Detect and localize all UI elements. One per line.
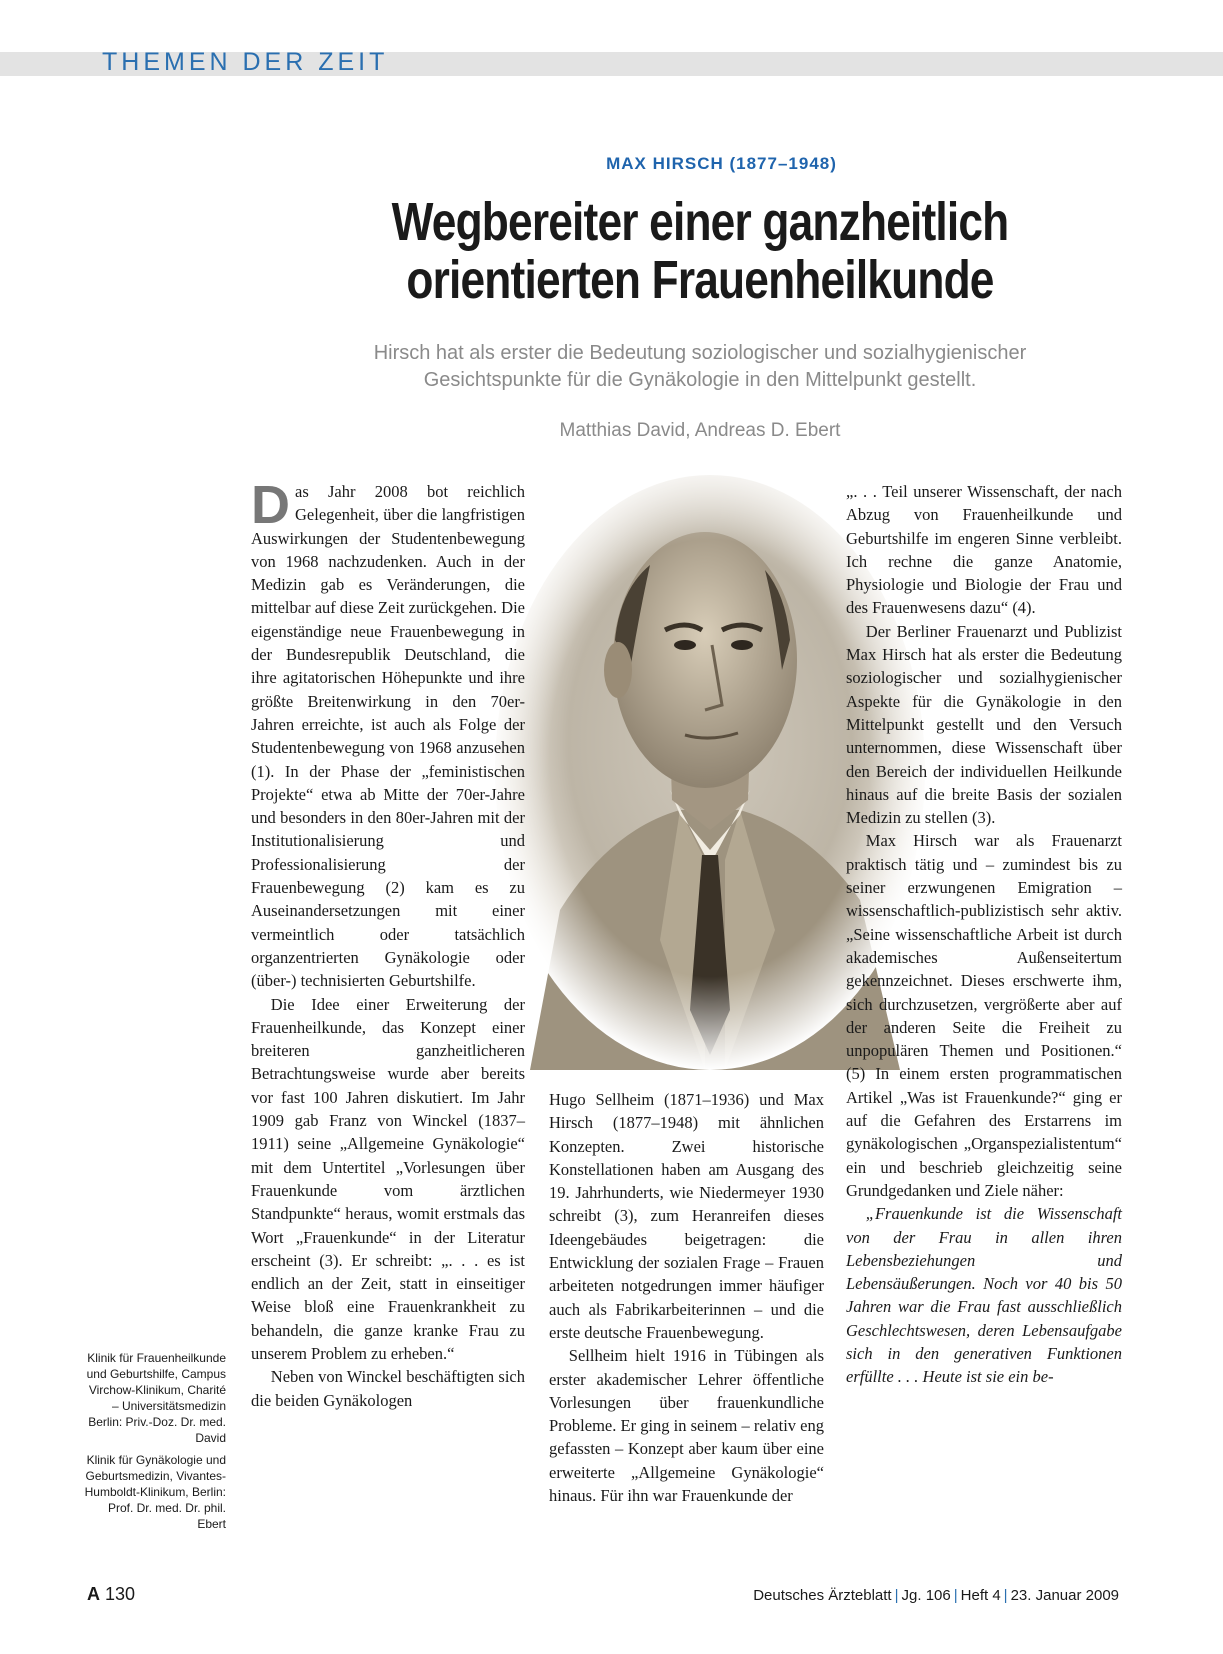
- paragraph: Max Hirsch war als Frauenarzt praktisch tätig und – zumindest bis zu seiner erzwungenen Emigration – wissenschaftlich-publizistisch sehr aktiv. „Seine wissenschaftliche Arbeit ist durch akademisches Außenseitertum gekennzeichnet. Dieses erschwerte ihm, sich durchzusetzen, vergrößerte aber auf der anderen Seite die Freiheit zu unpopulären Themen und Positionen.“ (5) In einem ersten programmatischen Artikel „Was ist Frauenkunde?“ ging er auf die Gefahren des Erstarrens im gynäkologischen „Organspezialistentum“ ein und beschrieb gleichzeitig seine Grundgedanken und Ziele näher:: [846, 831, 1122, 1200]
- subtitle-line-2: Gesichtspunkte für die Gynäkologie in den Mittelpunkt gestellt.: [423, 369, 977, 391]
- text-column-middle: [549, 1088, 824, 1507]
- journal-name: Deutsches Ärzteblatt: [753, 1587, 892, 1604]
- journal-date: 23. Januar 2009: [1010, 1587, 1119, 1604]
- affiliation-david: Klinik für Frauenheilkunde und Geburtshilfe, Campus Virchow-Klinikum, Charité – Universitätsmedizin Berlin: Priv.-Doz. Dr. med. David: [86, 1351, 226, 1445]
- article-kicker: MAX HIRSCH (1877–1948): [606, 154, 837, 173]
- article-subtitle: [240, 340, 1160, 394]
- page-number: [87, 1584, 135, 1605]
- author-affiliations: [80, 1350, 226, 1538]
- title-line-1: Wegbereiter einer ganzheitlich: [391, 192, 1009, 252]
- title-line-2: orientierten Frauenheilkunde: [406, 250, 994, 310]
- paragraph: Der Berliner Frauenarzt und Publizist Max Hirsch hat als erster die Bedeutung soziologischer und sozialhygienischer Aspekte für die Gynäkologie in den Mittelpunkt gestellt und den Versuch unternommen, diese Wissenschaft über den Bereich der individuellen Heilkunde hinaus auf die breite Basis der sozialen Medizin zu stellen (3).: [846, 621, 1122, 828]
- subtitle-line-1: Hirsch hat als erster die Bedeutung soziologischer und sozialhygienischer: [373, 342, 1027, 364]
- article-title: [323, 193, 1077, 309]
- paragraph: Die Idee einer Erweiterung der Frauenheilkunde, das Konzept einer breiteren ganzheitlicheren Betrachtungsweise wurde aber bereits vor fast 100 Jahren diskutiert. Im Jahr 1909 gab Franz von Winckel (1837–1911) seine „Allgemeine Gynäkologie“ mit dem Untertitel „Vorlesungen über Frauenkunde vom ärztlichen Standpunkte“ heraus, womit erstmals das Wort „Frauenkunde“ in der Literatur erscheint (3). Er schreibt: „. . . es ist endlich an der Zeit, statt in einseitiger Weise bloß eine Frauenkrankheit zu behandeln, die ganze kranke Frau zu unserem Problem zu erheben.“: [251, 994, 525, 1363]
- journal-citation: Deutsches Ärzteblatt | Jg. 106 | Heft 4 | 23. Januar 2009: [753, 1587, 1119, 1604]
- text-column-left: [251, 475, 525, 1412]
- affiliation-ebert: Klinik für Gynäkologie und Geburtsmedizin, Vivantes-Humboldt-Klinikum, Berlin: Prof. Dr. med. Dr. phil. Ebert: [84, 1453, 226, 1531]
- paragraph: Sellheim hielt 1916 in Tübingen als erster akademischer Lehrer öffentliche Vorlesungen über frauenkundliche Probleme. Er ging in seinem – relativ eng gefassten – Konzept aber kaum über eine erweiterte „Allgemeine Gynäkologie“ hinaus. Für ihn war Frauenkunde der: [549, 1346, 824, 1506]
- block-quote: „Frauenkunde ist die Wissenschaft von der Frau in allen ihren Lebensbeziehungen und Lebensäußerungen. Noch vor 40 bis 50 Jahren war die Frau fast ausschließlich Geschlechtswesen, deren Lebensaufgabe sich in den generativen Funktionen erfüllte . . . Heute ist sie ein be-: [846, 1204, 1122, 1387]
- journal-volume: Jg. 106: [901, 1587, 951, 1604]
- paragraph: Hugo Sellheim (1871–1936) und Max Hirsch (1877–1948) mit ähnlichen Konzepten. Zwei historische Konstellationen haben am Ausgang des 19. Jahrhunderts, wie Niedermeyer 1930 schreibt (3), zum Heranreifen dieses Ideengebäudes beigetragen: die Entwicklung der sozialen Frage – Frauen arbeiteten notgedrungen immer häufiger auch als Fabrikarbeiterinnen – und die erste deutsche Frauenbewegung.: [549, 1090, 824, 1342]
- journal-issue: Heft 4: [960, 1587, 1001, 1604]
- article-authors: Matthias David, Andreas D. Ebert: [559, 420, 841, 441]
- drop-cap: D: [251, 475, 290, 535]
- page-number-value: 130: [105, 1584, 136, 1604]
- text-column-right: [846, 480, 1122, 1389]
- section-label: THEMEN DER ZEIT: [102, 48, 389, 76]
- paragraph: Das Jahr 2008 bot reichlich Gelegenheit, über die langfristigen Auswirkungen der Studentenbewegung von 1968 nachzudenken. Auch in der Medizin gab es Veränderungen, die mittelbar auf diese Zeit zurückgehen. Die eigenständige neue Frauenbewegung in der Bundesrepublik Deutschland, die ihre agitatorischen Höhepunkte und ihre größte Breitenwirkung in den 70er-Jahren erreichte, ist auch als Folge der Studentenbewegung von 1968 anzusehen (1). In der Phase der „feministischen Projekte“ etwa ab Mitte der 70er-Jahre und besonders in den 80er-Jahren mit der Institutionalisierung und Professionalisierung der Frauenbewegung (2) kam es zu Auseinandersetzungen mit einer vermeintlich oder tatsächlich organzentrierten Gynäkologie oder (über-) technisierten Geburtshilfe.: [251, 475, 525, 991]
- paragraph: „. . . Teil unserer Wissenschaft, der nach Abzug von Frauenheilkunde und Geburtshilfe im engeren Sinne verbleibt. Ich rechne die ganze Anatomie, Physiologie und Biologie der Frau und des Frauenwesens dazu“ (4).: [846, 482, 1122, 618]
- page-prefix: A: [87, 1584, 100, 1604]
- paragraph: Neben von Winckel beschäftigten sich die beiden Gynäkologen: [251, 1367, 525, 1410]
